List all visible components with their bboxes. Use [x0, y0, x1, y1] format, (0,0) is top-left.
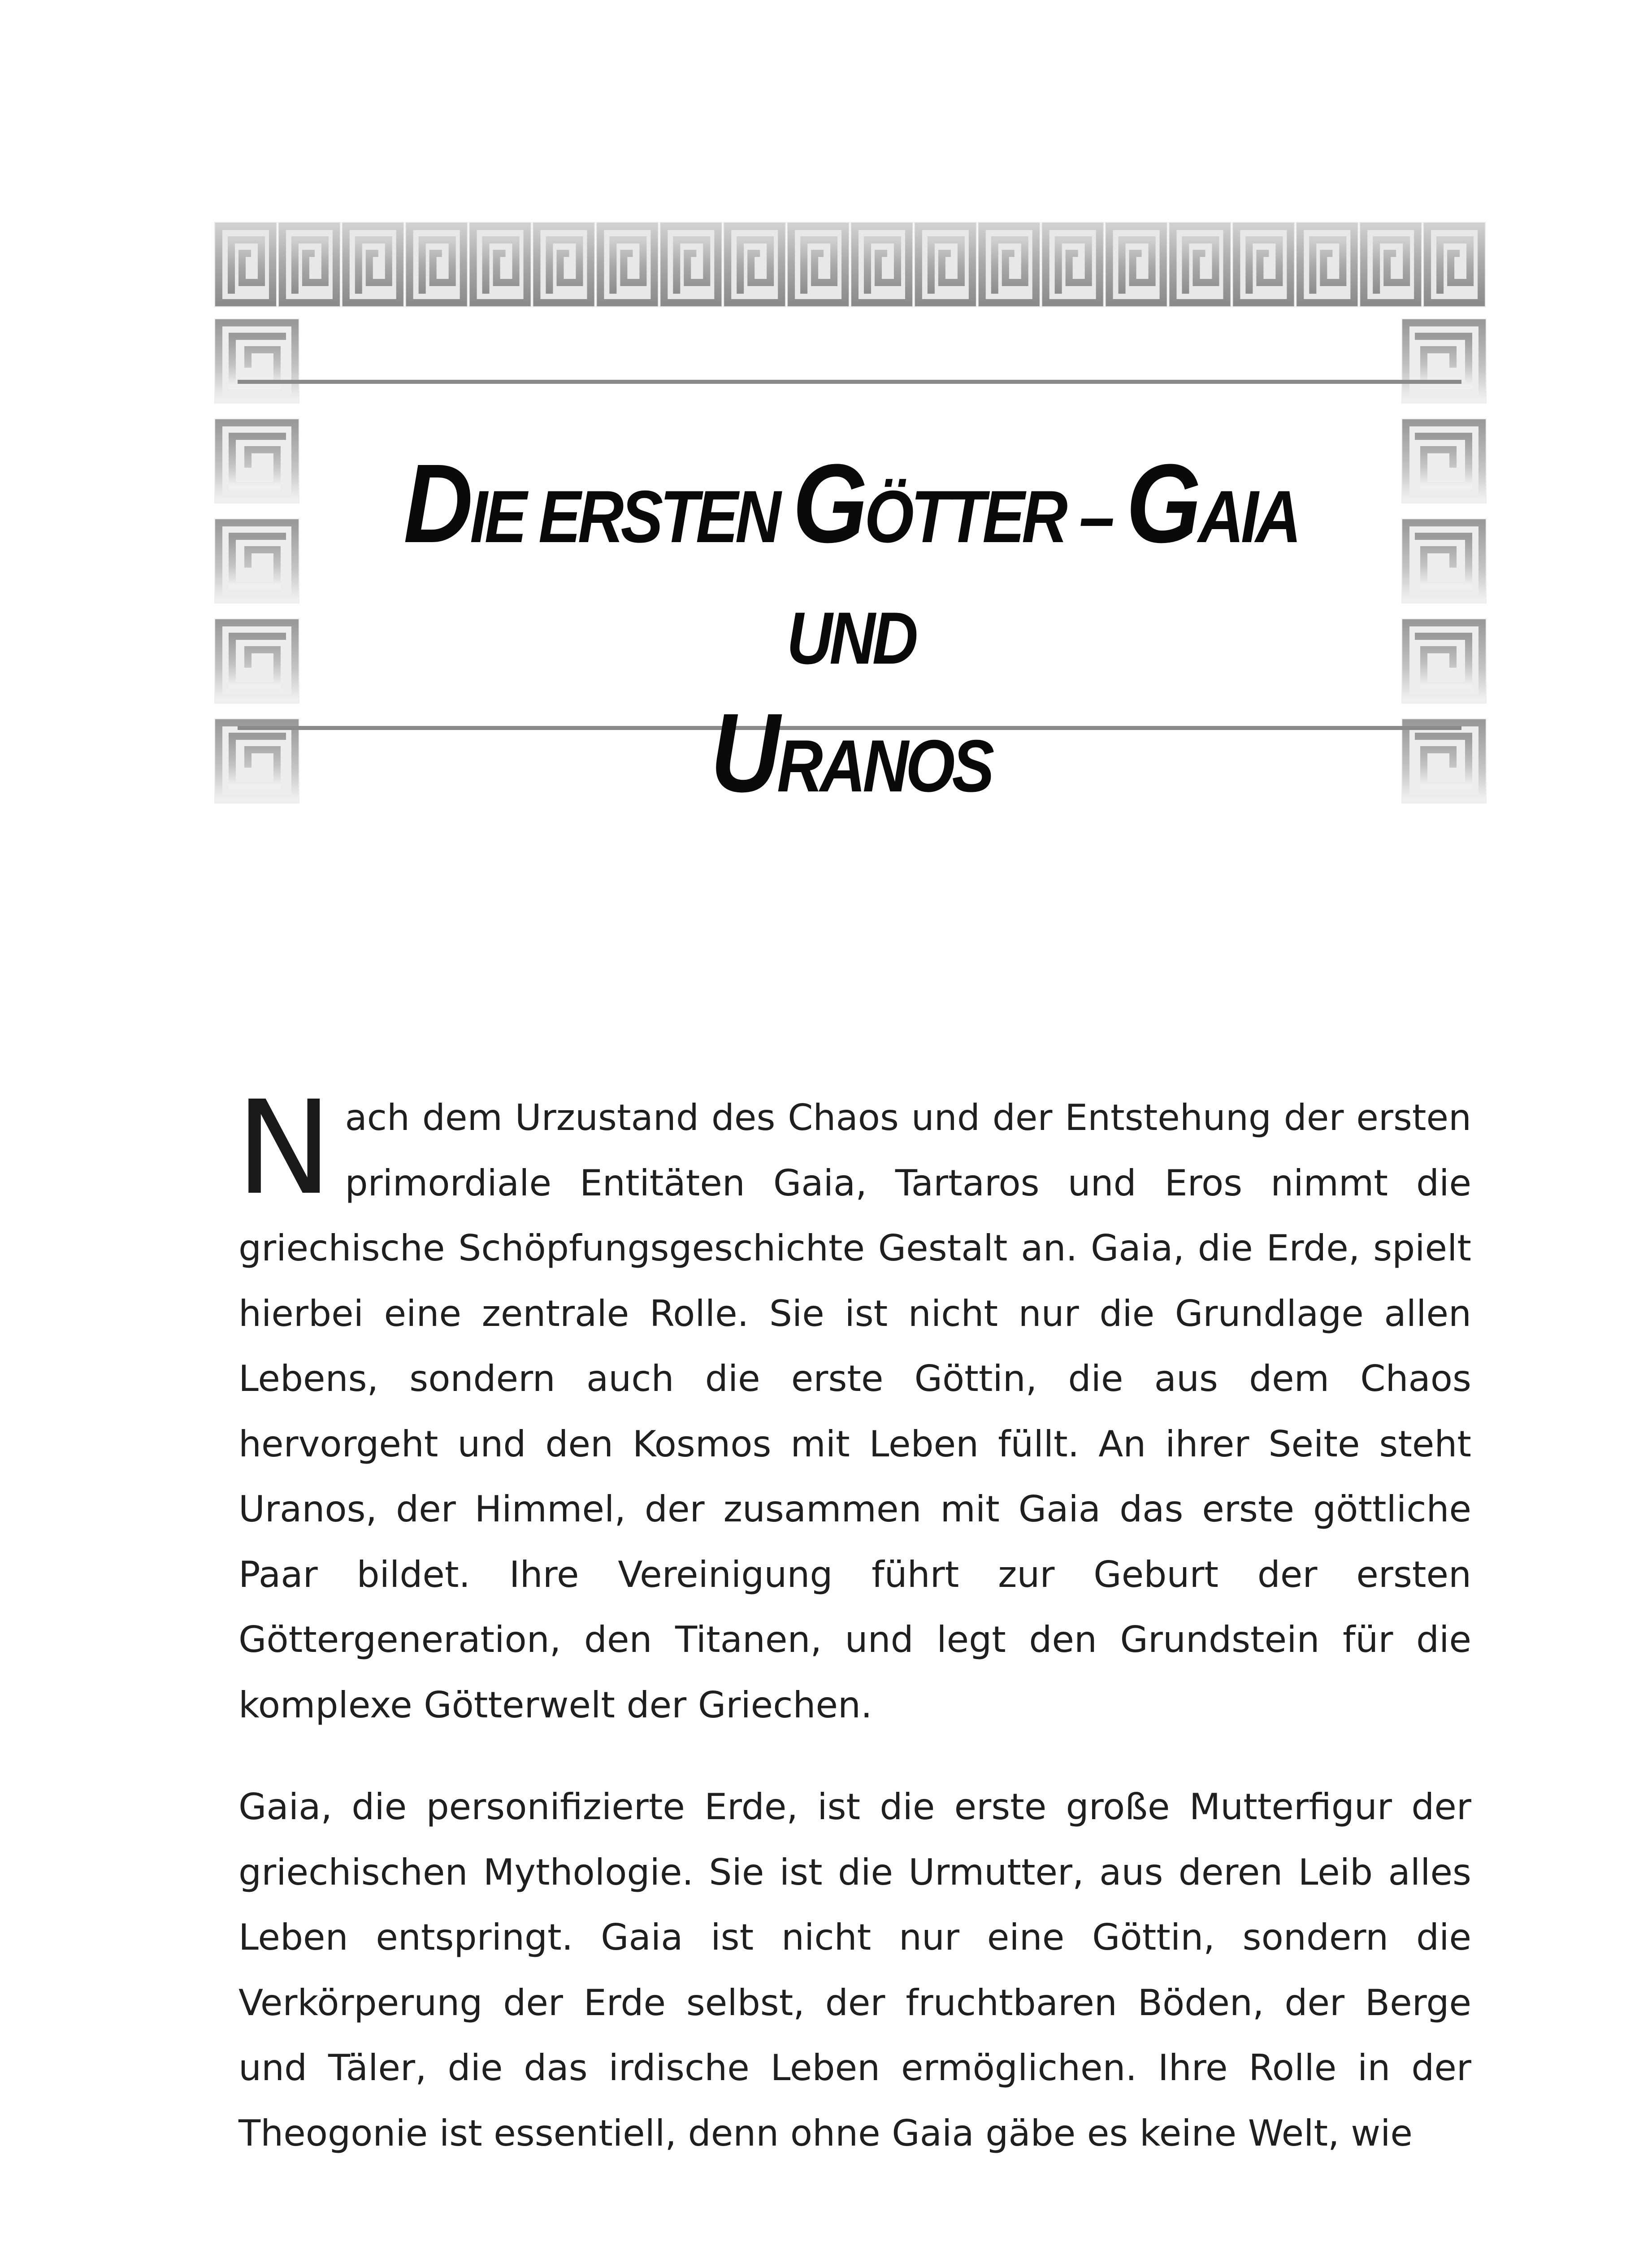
title-line-1: [403, 441, 1299, 684]
title-part: G: [1126, 441, 1198, 566]
top-rule-line: [238, 380, 1461, 384]
greek-key-unit: [533, 222, 595, 307]
greek-key-unit: [469, 222, 532, 307]
chapter-header-ornament: [214, 222, 1487, 818]
title-part: RANOS: [777, 725, 992, 807]
greek-key-unit: [278, 222, 341, 307]
greek-key-unit-right: [1401, 718, 1487, 804]
greek-key-unit: [1359, 222, 1422, 307]
paragraph-1-text: ach dem Urzustand des Chaos und der Entstehung der ersten primordiale Entitäten Gaia, Tartaros und Eros nimmt die griechische Schöpfungsgeschichte Gestalt an. Gaia, die Erde, spielt hierbei eine zentrale Rolle. Sie ist nicht nur die Grundlage allen Lebens, sondern auch die erste Göttin, die aus dem Chaos hervorgeht und den Kosmos mit Leben füllt. An ihrer Seite steht Uranos, der Himmel, der zusammen mit Gaia das erste göttliche Paar bildet. Ihre Vereinigung führt zur Geburt der ersten Göttergeneration, den Titanen, und legt den Grundstein für die komplexe Götterwelt der Griechen.: [238, 1096, 1471, 1726]
greek-key-unit: [405, 222, 468, 307]
greek-key-unit-left: [214, 318, 299, 404]
greek-key-unit-left: [214, 618, 299, 704]
greek-key-unit-right: [1401, 318, 1487, 404]
greek-key-unit-left: [214, 518, 299, 604]
chapter-title: [365, 441, 1336, 823]
greek-key-unit: [342, 222, 404, 307]
title-part: D: [403, 441, 470, 566]
greek-key-unit: [1041, 222, 1104, 307]
greek-key-unit-left: [214, 718, 299, 804]
greek-key-unit: [1105, 222, 1168, 307]
title-part: AIA UND: [786, 475, 1299, 679]
title-part: ÖTTER –: [864, 475, 1126, 558]
title-line-2: [710, 690, 992, 815]
greek-key-unit: [1232, 222, 1295, 307]
greek-key-unit-right: [1401, 518, 1487, 604]
paragraph-1: [236, 1073, 1471, 1738]
greek-key-unit: [596, 222, 659, 307]
greek-key-unit: [850, 222, 913, 307]
greek-key-unit-right: [1401, 418, 1487, 504]
paragraph-2: Gaia, die personifizierte Erde, ist die erste große Mutterfigur der griechischen Mythologie. Sie ist die Urmutter, aus deren Leib alles Leben entspringt. Gaia ist nicht nur eine Göttin, sondern die Verkörperung der Erde selbst, der fruchtbaren Böden, der Berge und Täler, die das irdische Leben ermöglichen. Ihre Rolle in der Theogonie ist essentiell, denn ohne Gaia gäbe es keine Welt, wie: [238, 1786, 1471, 2154]
title-part: G: [793, 441, 865, 566]
greek-key-unit: [214, 222, 277, 307]
greek-key-unit: [978, 222, 1041, 307]
greek-key-unit: [723, 222, 786, 307]
greek-key-unit: [1423, 222, 1486, 307]
greek-key-unit: [1169, 222, 1231, 307]
greek-key-unit: [659, 222, 722, 307]
body-text: [236, 1073, 1471, 2166]
title-part: IE ERSTEN: [470, 475, 793, 558]
drop-cap: N: [236, 1073, 333, 1223]
greek-key-unit: [787, 222, 850, 307]
greek-key-unit: [1296, 222, 1358, 307]
title-part: U: [710, 690, 777, 815]
greek-key-unit: [914, 222, 977, 307]
greek-key-unit-right: [1401, 618, 1487, 704]
greek-key-unit-left: [214, 418, 299, 504]
